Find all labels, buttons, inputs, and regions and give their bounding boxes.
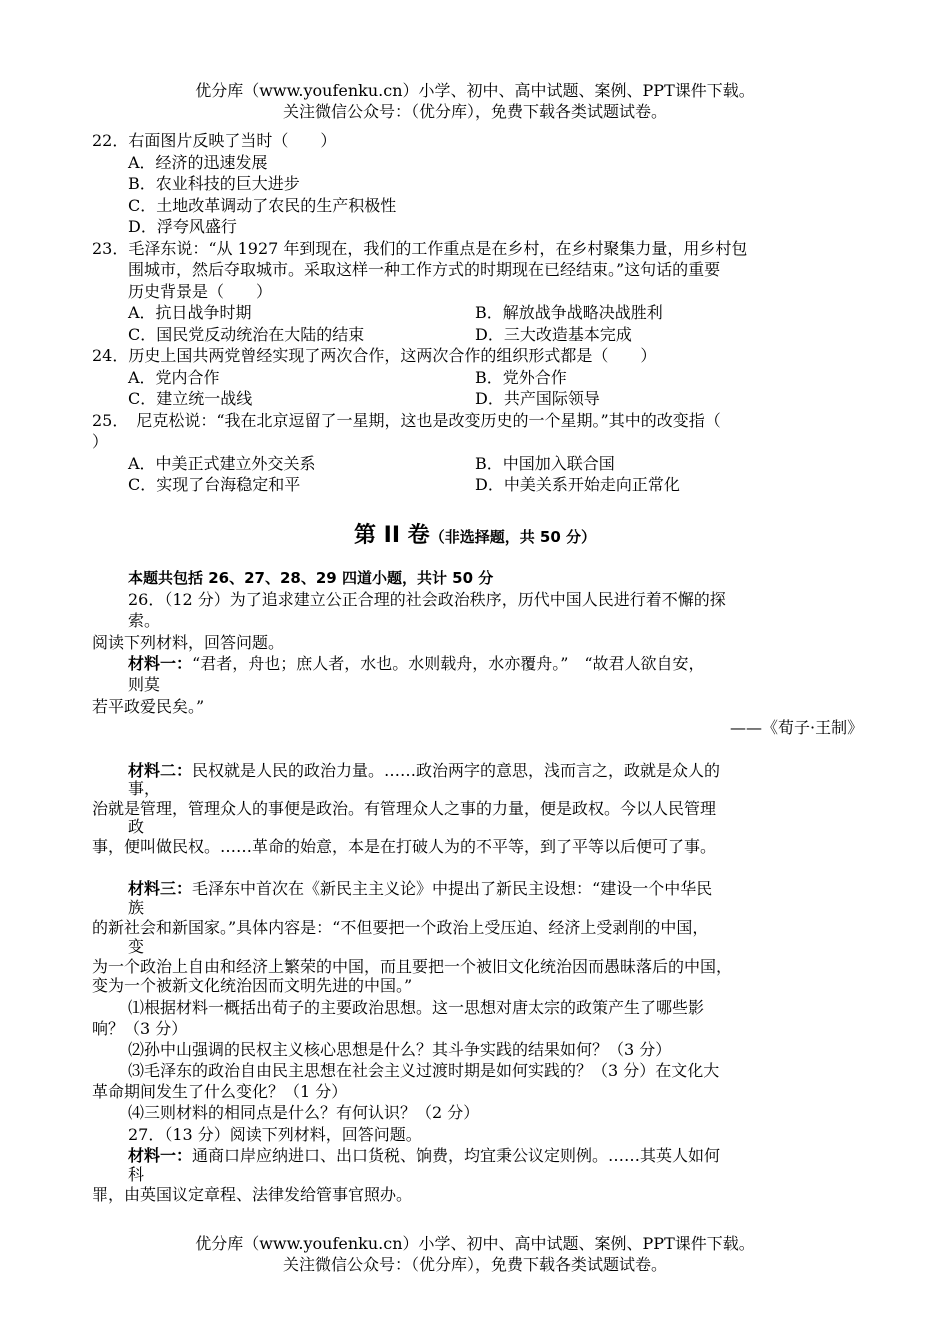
- q23-option-b: B．解放战争战略决战胜利: [475, 303, 663, 322]
- q26-material-1-line-2: 则莫: [128, 675, 161, 694]
- q26-stem-2: 索。: [128, 611, 161, 630]
- q22-option-d: D．浮夸风盛行: [128, 217, 237, 236]
- q26-material-2-line-5: 事，便叫做民权。……革命的始意，本是在打破人为的不平等，到了平等以后便可了事。: [92, 837, 717, 856]
- q26-material-1-line-1: 材料一：“君者，舟也；庶人者，水也。水则载舟，水亦覆舟。” “故君人欲自安，: [128, 654, 705, 673]
- q26-material-3-line-5: 为一个政治上自由和经济上繁荣的中国，而且要把一个被旧文化统治因而愚昧落后的中国，: [92, 957, 733, 976]
- q26-subquestion-2: ⑵孙中山强调的民权主义核心思想是什么？其斗争实践的结果如何？（3 分）: [128, 1040, 672, 1059]
- q26-material-3-line-3: 的新社会和新国家。”具体内容是：“不但要把一个政治上受压迫、经济上受剥削的中国，: [92, 918, 709, 937]
- material-2-label: 材料二：: [128, 761, 193, 780]
- q25-option-c: C．实现了台海稳定和平: [128, 475, 301, 494]
- q26-material-2-line-1: 材料二：民权就是人民的政治力量。……政治两字的意思，浅而言之，政就是众人的: [128, 761, 721, 780]
- q23-stem-3: 历史背景是（ ）: [128, 282, 273, 301]
- q24-option-b: B．党外合作: [475, 368, 567, 387]
- q24-option-d: D．共产国际领导: [475, 389, 600, 408]
- q26-subquestion-3b: 革命期间发生了什么变化？（1 分）: [92, 1082, 348, 1101]
- q27-material-1-line-2: 科: [128, 1165, 145, 1184]
- q23-option-c: C．国民党反动统治在大陆的结束: [128, 325, 365, 344]
- q22-stem: 22．右面图片反映了当时（ ）: [92, 131, 337, 150]
- q26-subquestion-4: ⑷三则材料的相同点是什么？有何认识？（2 分）: [128, 1103, 480, 1122]
- q26-subquestion-1a: ⑴根据材料一概括出荀子的主要政治思想。这一思想对唐太宗的政策产生了哪些影: [128, 998, 705, 1017]
- q27-stem: 27．（13 分）阅读下列材料，回答问题。: [128, 1125, 422, 1144]
- q27-material-1-line-1: 材料一：通商口岸应纳进口、出口货税、饷费，均宜秉公议定则例。……其英人如何: [128, 1146, 721, 1165]
- q25-stem-2: ）: [92, 432, 109, 451]
- q26-material-3-line-6: 变为一个被新文化统治因而文明先进的中国。”: [92, 976, 413, 995]
- q26-material-1-line-3: 若平政爱民矣。”: [92, 697, 205, 716]
- q25-stem-1: 25． 尼克松说：“我在北京逗留了一星期，这也是改变历史的一个星期。”其中的改变指（: [92, 411, 721, 430]
- q26-material-3-line-1: 材料三：毛泽东中首次在《新民主主义论》中提出了新民主设想：“建设一个中华民: [128, 879, 713, 898]
- header-line-2: 关注微信公众号：（优分库），免费下载各类试题试卷。: [282, 102, 667, 121]
- q23-stem-1: 23．毛泽东说：“从 1927 年到现在，我们的工作重点是在乡村，在乡村聚集力量，用乡村包: [92, 239, 748, 258]
- q25-option-d: D．中美关系开始走向正常化: [475, 475, 680, 494]
- q25-option-b: B．中国加入联合国: [475, 454, 615, 473]
- q27-material-1-line-3: 罪，由英国议定章程、法律发给管事官照办。: [92, 1185, 413, 1204]
- q26-material-3-line-2: 族: [128, 898, 145, 917]
- q23-option-d: D．三大改造基本完成: [475, 325, 632, 344]
- section-title-main: 第 II 卷: [353, 523, 430, 548]
- q26-material-3-line-4: 变: [128, 937, 145, 956]
- q24-stem: 24．历史上国共两党曾经实现了两次合作，这两次合作的组织形式都是（ ）: [92, 346, 657, 365]
- q26-material-1-source: ——《荀子·王制》: [730, 718, 864, 737]
- q25-option-a: A．中美正式建立外交关系: [128, 454, 316, 473]
- q24-option-a: A．党内合作: [128, 368, 220, 387]
- q26-instruction: 阅读下列材料，回答问题。: [92, 633, 285, 652]
- q26-material-2-line-2: 事，: [128, 779, 161, 798]
- q22-option-c: C．土地改革调动了农民的生产积极性: [128, 196, 397, 215]
- q27-material-1-label: 材料一：: [128, 1146, 193, 1165]
- section-subtitle: （非选择题，共 50 分）: [429, 528, 597, 546]
- q26-subquestion-1b: 响？（3 分）: [92, 1019, 188, 1038]
- q26-subquestion-3a: ⑶毛泽东的政治自由民主思想在社会主义过渡时期是如何实践的？（3 分）在文化大: [128, 1061, 720, 1080]
- header-line-1: 优分库（www.youfenku.cn）小学、初中、高中试题、案例、PPT课件下载。: [195, 81, 755, 100]
- q22-option-b: B．农业科技的巨大进步: [128, 174, 300, 193]
- q23-stem-2: 围城市，然后夺取城市。采取这样一种工作方式的时期现在已经结束。”这句话的重要: [128, 260, 721, 279]
- material-1-label: 材料一：: [128, 654, 193, 673]
- q26-material-2-line-4: 政: [128, 817, 145, 836]
- q24-option-c: C．建立统一战线: [128, 389, 253, 408]
- q23-option-a: A．抗日战争时期: [128, 303, 252, 322]
- q26-material-2-line-3: 治就是管理，管理众人的事便是政治。有管理众人之事的力量，便是政权。今以人民管理: [92, 799, 717, 818]
- footer-line-2: 关注微信公众号：（优分库），免费下载各类试题试卷。: [282, 1255, 667, 1274]
- q22-option-a: A．经济的迅速发展: [128, 153, 268, 172]
- q26-stem-1: 26．（12 分）为了追求建立公正合理的社会政治秩序，历代中国人民进行着不懈的探: [128, 590, 726, 609]
- section-intro: 本题共包括 26、27、28、29 四道小题，共计 50 分: [128, 569, 494, 587]
- material-3-label: 材料三：: [128, 879, 193, 898]
- footer-line-1: 优分库（www.youfenku.cn）小学、初中、高中试题、案例、PPT课件下载。: [195, 1234, 755, 1253]
- section-title: [0, 521, 950, 552]
